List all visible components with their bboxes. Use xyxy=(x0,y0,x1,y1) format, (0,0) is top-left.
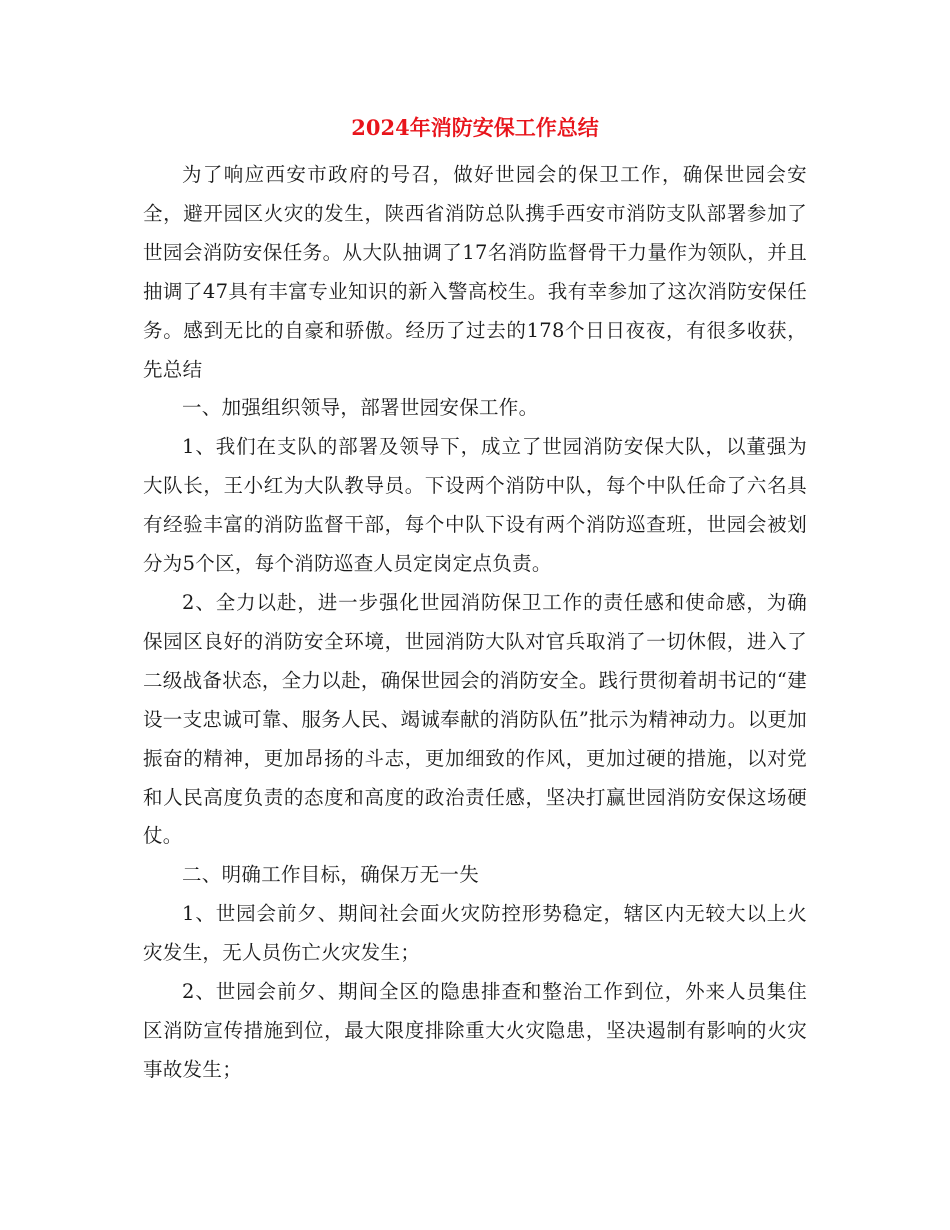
paragraph-2-1: 1、世园会前夕、期间社会面火灾防控形势稳定，辖区内无较大以上火灾发生，无人员伤亡火灾发生； xyxy=(143,902,807,965)
document-title: 2024年消防安保工作总结 xyxy=(351,115,599,140)
paragraph-intro: 为了响应西安市政府的号召，做好世园会的保卫工作，确保世园会安全，避开园区火灾的发生，陕西省消防总队携手西安市消防支队部署参加了世园会消防安保任务。从大队抽调了17名消防监督骨干力量作为领队，并且抽调了47具有丰富专业知识的新入警高校生。我有幸参加了这次消防安保任务。感到无比的自豪和骄傲。经历了过去的178个日日夜夜，有很多收获，先总结 xyxy=(143,163,807,381)
paragraph-1-1: 1、我们在支队的部署及领导下，成立了世园消防安保大队，以董强为大队长，王小红为大队教导员。下设两个消防中队，每个中队任命了六名具有经验丰富的消防监督干部，每个中队下设有两个消防巡查班，世园会被划分为5个区，每个消防巡查人员定岗定点负责。 xyxy=(143,435,807,576)
paragraph-2-2: 2、世园会前夕、期间全区的隐患排查和整治工作到位，外来人员集住区消防宣传措施到位，最大限度排除重大火灾隐患，坚决遏制有影响的火灾事故发生； xyxy=(143,980,807,1081)
paragraph-1-2: 2、全力以赴，进一步强化世园消防保卫工作的责任感和使命感，为确保园区良好的消防安全环境，世园消防大队对官兵取消了一切休假，进入了二级战备状态，全力以赴，确保世园会的消防安全。践行贯彻着胡书记的“建设一支忠诚可靠、服务人民、竭诚奉献的消防队伍”批示为精神动力。以更加振奋的精神，更加昂扬的斗志，更加细致的作风，更加过硬的措施，以对党和人民高度负责的态度和高度的政治责任感，坚决打赢世园消防安保这场硬仗。 xyxy=(143,590,807,848)
document-body xyxy=(143,156,807,1090)
section-heading-2: 二、明确工作目标，确保万无一失 xyxy=(182,863,480,887)
section-heading-1: 一、加强组织领导，部署世园安保工作。 xyxy=(182,396,539,420)
